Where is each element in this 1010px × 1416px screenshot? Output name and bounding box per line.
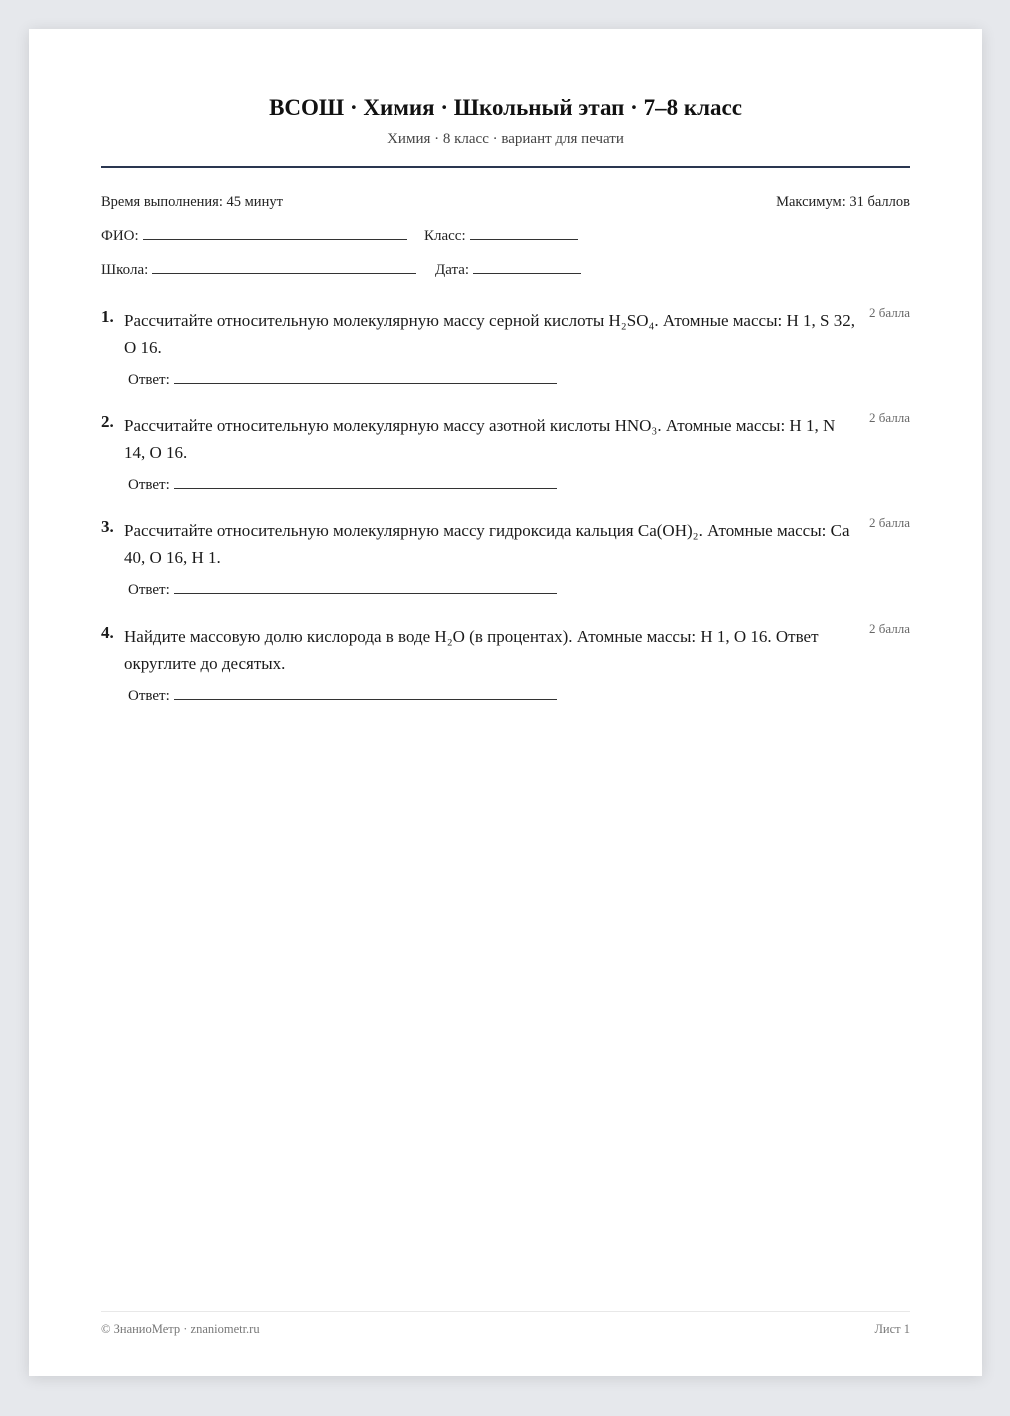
footer-divider <box>101 1311 910 1312</box>
answer-label: Ответ: <box>128 688 170 704</box>
question-text-before: Рассчитайте относительную молекулярную массу азотной кислоты <box>124 416 615 435</box>
date-label: Дата: <box>435 262 470 278</box>
question-number: 1. <box>101 307 114 326</box>
max-score: Максимум: 31 баллов <box>776 194 910 210</box>
time-limit: Время выполнения: 45 минут <box>101 194 283 210</box>
chemical-formula: HNO₃ <box>614 416 658 435</box>
question-points: 2 балла <box>869 621 910 636</box>
header-divider <box>101 166 910 168</box>
page-subtitle: Химия · 8 класс · вариант для печати <box>387 131 624 147</box>
date-field[interactable] <box>435 259 581 279</box>
question-points: 2 балла <box>869 410 910 425</box>
worksheet-page <box>29 29 982 1376</box>
question-points: 2 балла <box>869 515 910 530</box>
question-text-before: Рассчитайте относительную молекулярную массу серной кислоты <box>124 311 609 330</box>
answer-label: Ответ: <box>128 477 170 493</box>
answer-line[interactable] <box>174 685 557 700</box>
question-text-after: (в процентах). Атомные массы: H 1, O 16. Ответ округлите до десятых. <box>124 627 819 673</box>
name-line[interactable] <box>143 225 407 240</box>
class-field[interactable] <box>424 225 578 245</box>
chemical-formula: H₂O <box>434 627 465 646</box>
name-label: ФИО: <box>101 228 139 244</box>
page-title: ВСОШ · Химия · Школьный этап · 7–8 класс <box>269 95 742 120</box>
school-field[interactable] <box>101 259 416 279</box>
answer-field[interactable] <box>128 369 557 389</box>
question-text-after: . Атомные массы: H 1, S 32, O 16. <box>124 311 855 357</box>
page-content <box>101 29 910 1376</box>
class-label: Класс: <box>424 228 466 244</box>
answer-line[interactable] <box>174 579 557 594</box>
question-text-before: Найдите массовую долю кислорода в воде <box>124 627 435 646</box>
chemical-formula: H₂SO₄ <box>608 311 655 330</box>
answer-line[interactable] <box>174 369 557 384</box>
question-text-after: . Атомные массы: H 1, N 14, O 16. <box>124 416 836 462</box>
answer-field[interactable] <box>128 474 557 494</box>
question-text <box>124 307 859 361</box>
question-number: 4. <box>101 623 114 642</box>
answer-label: Ответ: <box>128 582 170 598</box>
answer-line[interactable] <box>174 474 557 489</box>
answer-label: Ответ: <box>128 372 170 388</box>
question-text <box>124 623 859 677</box>
answer-field[interactable] <box>128 579 557 599</box>
school-label: Школа: <box>101 262 149 278</box>
question-points: 2 балла <box>869 305 910 320</box>
question-text <box>124 517 859 571</box>
question-text <box>124 412 859 466</box>
name-field[interactable] <box>101 225 407 245</box>
question-number: 2. <box>101 412 114 431</box>
date-line[interactable] <box>473 259 581 274</box>
question-number: 3. <box>101 517 114 536</box>
page-number: Лист 1 <box>874 1322 910 1336</box>
class-line[interactable] <box>470 225 578 240</box>
question-text-after: . Атомные массы: Ca 40, O 16, H 1. <box>124 521 850 567</box>
meta-row <box>101 194 910 211</box>
chemical-formula: Ca(OH)₂ <box>637 521 699 540</box>
question-text-before: Рассчитайте относительную молекулярную массу гидроксида кальция <box>124 521 638 540</box>
footer-copyright: © ЗнаниоМетр · znaniometr.ru <box>101 1322 260 1336</box>
school-line[interactable] <box>152 259 416 274</box>
answer-field[interactable] <box>128 685 557 705</box>
